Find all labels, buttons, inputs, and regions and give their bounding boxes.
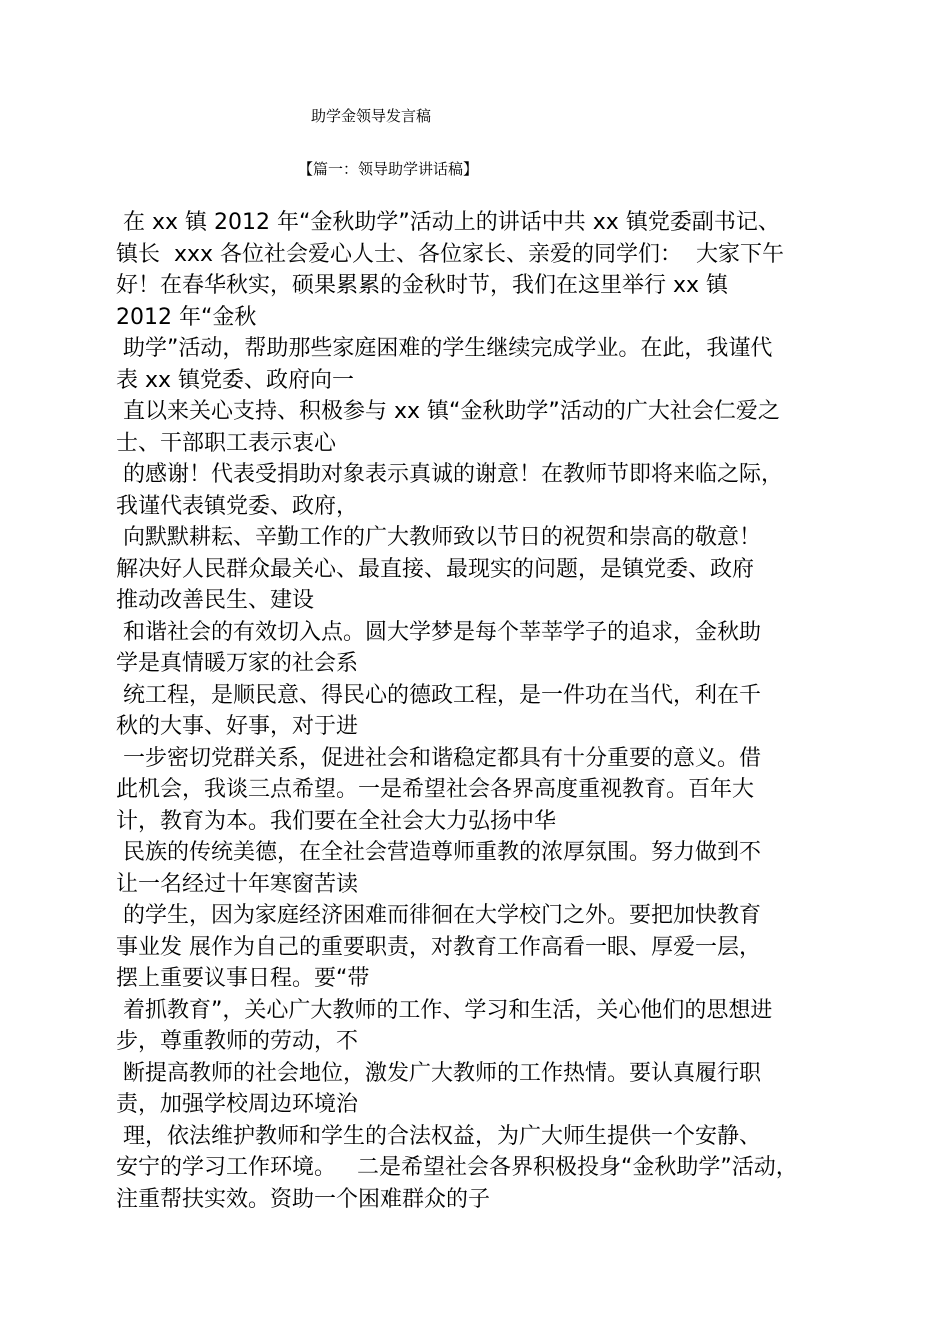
page-title: 助学金领导发言稿	[311, 107, 432, 125]
body-line: 表 xx 镇党委、政府向一	[116, 367, 355, 393]
body-line: 断提高教师的社会地位，激发广大教师的工作热情。要认真履行职	[116, 1060, 761, 1086]
body-line: 计，教育为本。我们要在全社会大力弘扬中华	[116, 808, 557, 834]
body-line: 士、干部职工表示衷心	[116, 430, 337, 456]
body-line: 直以来关心支持、积极参与 xx 镇“金秋助学”活动的广大社会仁爱之	[116, 399, 780, 424]
body-line: 镇长 xxx 各位社会爱心人士、各位家长、亲爱的同学们： 大家下午	[116, 241, 785, 267]
body-line: 摆上重要议事日程。要“带	[116, 966, 370, 991]
speech-body	[116, 207, 856, 1215]
body-line: 此机会，我谈三点希望。一是希望社会各界高度重视教育。百年大	[116, 777, 755, 802]
body-line: 一步密切党群关系，促进社会和谐稳定都具有十分重要的意义。借	[116, 745, 761, 771]
body-line: 统工程，是顺民意、得民心的德政工程，是一件功在当代，利在千	[116, 682, 761, 708]
body-line: 2012 年“金秋	[116, 304, 257, 330]
body-line: 和谐社会的有效切入点。圆大学梦是每个莘莘学子的追求，金秋助	[116, 619, 761, 645]
body-line: 向默默耕耘、辛勤工作的广大教师致以节日的祝贺和崇高的敬意！	[116, 525, 761, 550]
body-line: 安宁的学习工作环境。 二是希望社会各界积极投身“金秋助学”活动，	[116, 1155, 798, 1180]
body-line: 秋的大事、好事，对于进	[116, 714, 359, 739]
body-line: 民族的传统美德，在全社会营造尊师重教的浓厚氛围。努力做到不	[116, 840, 761, 865]
body-line: 推动改善民生、建设	[116, 588, 315, 613]
body-line: 的学生，因为家庭经济困难而徘徊在大学校门之外。要把加快教育	[116, 903, 761, 928]
body-line: 在 xx 镇 2012 年“金秋助学”活动上的讲话中共 xx 镇党委副书记、	[116, 210, 780, 235]
body-line: 好！在春华秋实，硕果累累的金秋时节，我们在这里举行 xx 镇	[116, 273, 729, 298]
body-line: 让一名经过十年寒窗苦读	[116, 871, 359, 897]
body-line: 学是真情暖万家的社会系	[116, 651, 359, 676]
body-line: 注重帮扶实效。资助一个困难群众的子	[116, 1186, 491, 1212]
section-heading: 【篇一：领导助学讲话稿】	[298, 160, 479, 178]
body-line: 理，依法维护教师和学生的合法权益，为广大师生提供一个安静、	[116, 1123, 761, 1149]
body-line: 我谨代表镇党委、政府，	[116, 493, 359, 519]
body-line: 步，尊重教师的劳动，不	[116, 1029, 359, 1054]
body-line: 事业发 展作为自己的重要职责，对教育工作高看一眼、厚爱一层，	[116, 934, 761, 960]
body-line: 助学”活动，帮助那些家庭困难的学生继续完成学业。在此，我谨代	[116, 336, 773, 361]
body-line: 的感谢！代表受捐助对象表示真诚的谢意！在教师节即将来临之际，	[116, 462, 783, 487]
body-line: 着抓教育”，关心广大教师的工作、学习和生活，关心他们的思想进	[116, 997, 773, 1023]
body-line: 解决好人民群众最关心、最直接、最现实的问题，是镇党委、政府	[116, 556, 755, 582]
body-line: 责，加强学校周边环境治	[116, 1092, 359, 1117]
